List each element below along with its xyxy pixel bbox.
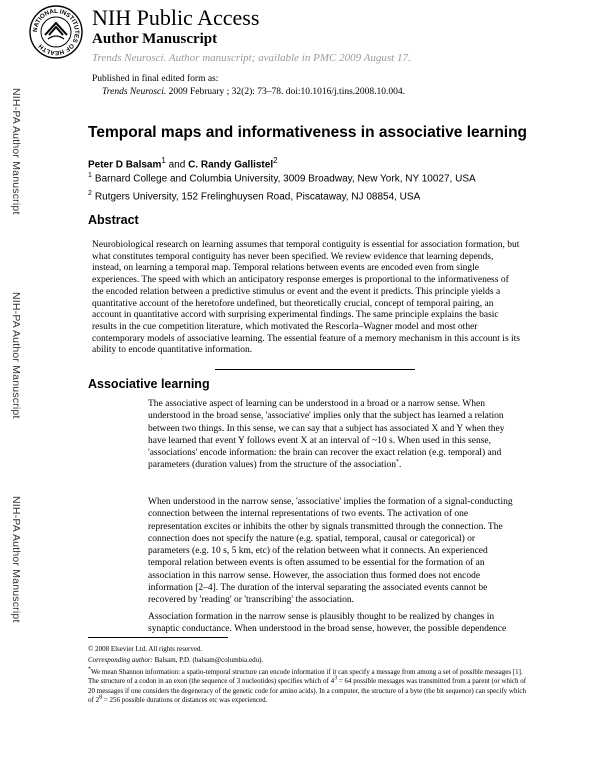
publication-label: Published in final edited form as: <box>92 74 219 84</box>
journal-name: Trends Neurosci. <box>102 87 167 97</box>
footnote-mark[interactable]: * <box>395 459 399 466</box>
affiliation <box>88 190 420 202</box>
corresponding-label: Corresponding author: <box>88 656 153 664</box>
publication-info <box>92 73 405 99</box>
side-banner: NIH-PA Author Manuscript <box>10 292 22 419</box>
section-heading: Associative learning <box>88 377 210 391</box>
abstract-heading: Abstract <box>88 213 139 227</box>
author-1: Peter D Balsam <box>88 159 162 171</box>
corresponding-author <box>88 656 528 665</box>
svg-text:NATIONAL INSTITUTES OF HEALTH <box>32 8 80 56</box>
seal-text: NATIONAL INSTITUTES OF HEALTH <box>31 7 81 57</box>
footnote-text: = 256 possible durations or distances etc was experienced. <box>102 696 268 705</box>
affiliation-text: Rutgers University, 152 Frelinghuysen Road, Piscataway, NJ 08854, USA <box>94 191 421 203</box>
footnote-divider <box>88 637 228 638</box>
author-1-affil: 1 <box>161 156 166 165</box>
authors <box>88 156 278 170</box>
section-divider <box>215 369 415 370</box>
paragraph-1-text: The associative aspect of learning can be understood in a broad or a narrow sense. When understood in the broad sense, 'associative' implies only that the subject has learned a relation between two things. In this sense, we can say that a subject has associated X and Y when they have learned that event Y follows event X at an interval of ~10 s. When used in this sense, 'associations' encode information: the brain can recover the exact relation (e.g. temporal) and parameters (duration values) from the structure of the association <box>148 399 505 471</box>
header-title: NIH Public Access <box>92 5 260 30</box>
side-banner: NIH-PA Author Manuscript <box>10 496 22 623</box>
author-2-affil: 2 <box>273 156 278 165</box>
affiliation <box>88 172 476 184</box>
affiliation-text: Barnard College and Columbia University, 3009 Broadway, New York, NY 10027, USA <box>94 173 476 185</box>
author-2: C. Randy Gallistel <box>188 159 274 171</box>
paragraph-2: When understood in the narrow sense, 'associative' implies the formation of a signal-conducting connection between the internal representations of two events. The activation of one representation excites or inhibits the other by signals transmitted through the connection. The connection does not specify the nature (e.g. spatial, temporal, causal or categorical) or parameters (e.g. 10 s, 5 km, etc) of the relation between what it connects. An experienced temporal relation between events is often assumed to be essential for the formation of an association in this narrow sense. However, the association thus formed does not encode information [2–4]. The duration of the interval separating the associated events cannot be recovered by 'reading' or 'transcribing' the association. <box>148 497 513 606</box>
footnote <box>88 668 528 706</box>
copyright-note: © 2008 Elsevier Ltd. All rights reserved. <box>88 645 203 653</box>
header-subtitle: Author Manuscript <box>92 31 218 47</box>
footnote-exponent: 8 <box>99 694 103 701</box>
corresponding-contact: Balsam, P.D. (balsam@columbia.edu). <box>154 656 264 664</box>
author-conjunction: and <box>168 159 186 171</box>
article-title: Temporal maps and informativeness in associative learning <box>88 124 528 141</box>
nih-seal-logo <box>28 4 84 60</box>
footnote-exponent: 3 <box>334 676 338 683</box>
footnote-mark: * <box>88 666 91 673</box>
affiliation-mark: 1 <box>88 172 92 179</box>
footnote-text: = 64 possible messages was transmitted from a parent (or which of 20 messages if one considers the degeneracy of the genetic code for amino acids). In a computer, the structure of a byte (the bit sequence) can specify which of 2 <box>88 677 527 705</box>
citation-details: 2009 February ; 32(2): 73–78. doi:10.1016/j.tins.2008.10.004. <box>168 87 406 97</box>
paragraph-3: Association formation in the narrow sense is plausibly thought to be realized by changes in synaptic conductance. When understood in the broad sense, however, the possible dependence <box>148 612 507 635</box>
affiliation-mark: 2 <box>88 190 92 197</box>
availability-note: Trends Neurosci. Author manuscript; available in PMC 2009 August 17. <box>92 52 411 64</box>
citation <box>92 86 405 99</box>
paragraph-1-end: . <box>398 460 402 471</box>
abstract-text: Neurobiological research on learning assumes that temporal contiguity is essential for association formation, but what constitutes temporal contiguity has never been specified. We review evidence that learning depends, instead, on learning a temporal map. Temporal relations between events are encoded even from single experiences. The speed with which an anticipatory response emerges is proportional to the informativeness of the encoded relation between a predictive stimulus or event and the event it predicts. This principle yields a quantitative account of the heretofore undefined, but theoretically crucial, concept of temporal pairing, an account in quantitative accord with surprising experimental findings. The same principle explains the basic results in the cue competition literature, which motivated the Rescorla–Wagner model and most other contemporary models of associative learning. The essential feature of a memory mechanism in this account is its ability to encode quantitative information. <box>92 240 520 356</box>
footnote-text: We mean Shannon information: a spatio-temporal structure can encode information if it can specify a message from among a set of possible messages [1]. The structure of a codon in an exon (the sequence of 3 nucleotides) specifies which of 4 <box>88 668 523 686</box>
paragraph-1 <box>148 398 518 472</box>
side-banner: NIH-PA Author Manuscript <box>10 88 22 215</box>
